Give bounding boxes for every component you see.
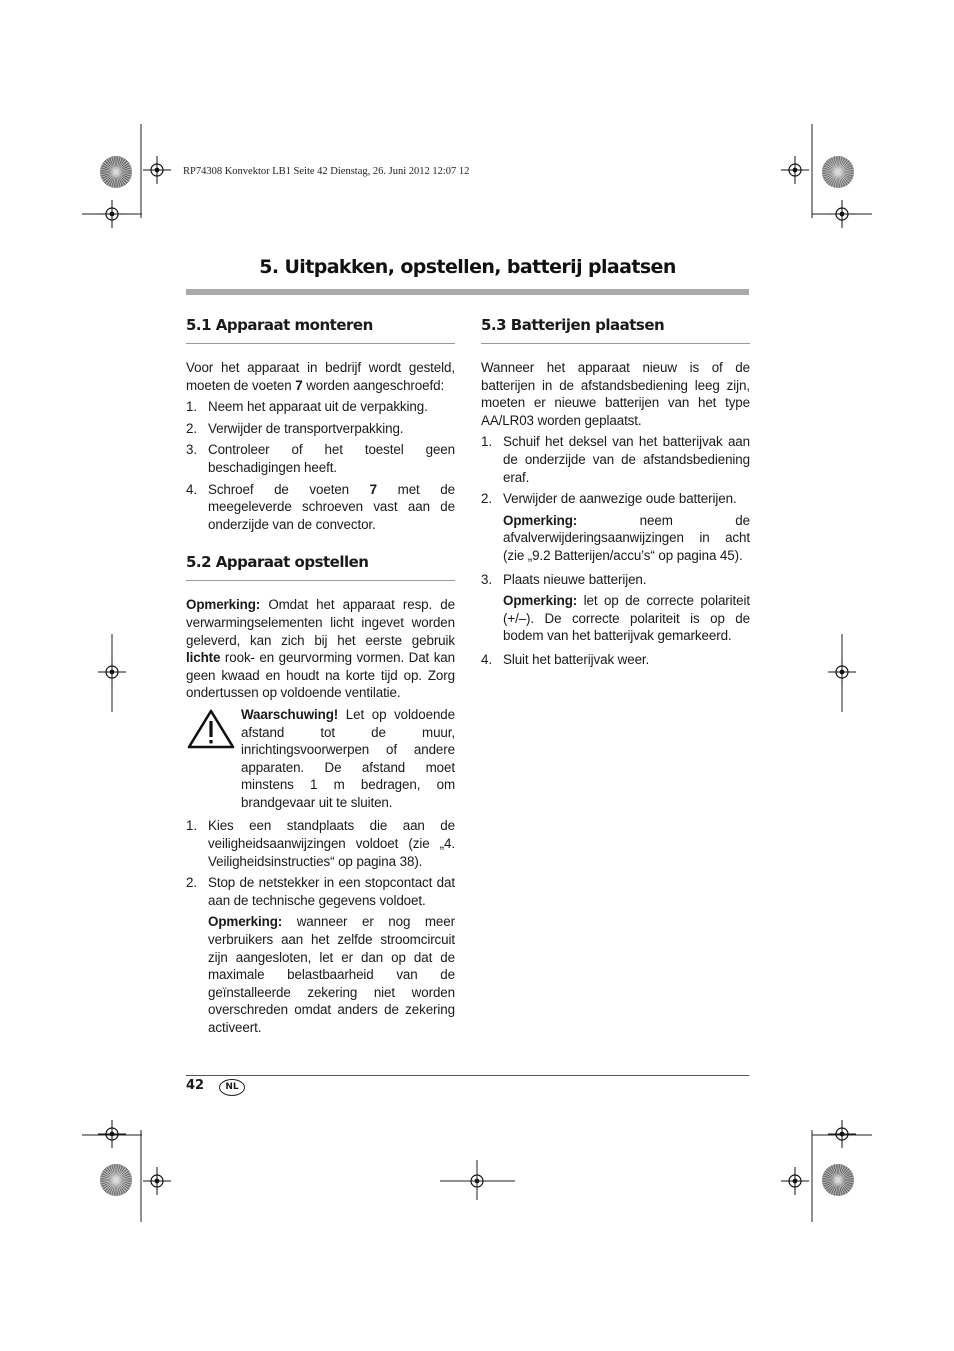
- page-number: 42: [186, 1078, 205, 1093]
- section-heading-5-2: 5.2 Apparaat opstellen: [186, 551, 455, 581]
- footer-rule: [186, 1075, 749, 1076]
- section-3-steps-end: [481, 651, 750, 669]
- right-column: [481, 314, 750, 673]
- section-3-step2-note: Opmerking: neem de afvalverwijderingsaanwijzingen in acht (zie „9.2 Batterijen/accu’s“ op pagina 45).: [503, 512, 750, 563]
- list-item: 1. Kies een standplaats die aan de veiligheidsaanwijzingen voldoet (zie „4. Veiligheidsinstructies“ op pagina 38).: [186, 818, 455, 869]
- section-3-intro: Wanneer het apparaat nieuw is of de batterijen in de afstandsbediening leeg zijn, moeten er nieuwe batterijen van het type AA/LR03 worden geplaatst.: [481, 360, 750, 428]
- registration-mark-icon: [143, 1167, 171, 1195]
- page-title: 5. Uitpakken, opstellen, batterij plaatsen: [259, 256, 676, 278]
- section-heading-5-3: 5.3 Batterijen plaatsen: [481, 314, 750, 344]
- list-item: 3. Controleer of het toestel geen beschadigingen heeft.: [186, 442, 455, 475]
- section-3-steps: [481, 433, 750, 507]
- list-item: 4. Sluit het batterijvak weer.: [481, 651, 650, 667]
- registration-mark-icon: [98, 200, 126, 228]
- registration-mark-icon: [781, 156, 809, 184]
- registration-mark-icon: [98, 658, 126, 686]
- language-badge: NL: [219, 1079, 245, 1096]
- section-heading-5-1: 5.1 Apparaat monteren: [186, 314, 455, 344]
- registration-mark-icon: [828, 658, 856, 686]
- print-header: RP74308 Konvektor LB1 Seite 42 Dienstag, 26. Juni 2012 12:07 12: [183, 166, 470, 177]
- registration-mark-icon: [98, 1120, 126, 1148]
- registration-mark-icon: [463, 1167, 491, 1195]
- registration-mark-icon: [828, 1120, 856, 1148]
- registration-mark-icon: [781, 1167, 809, 1195]
- list-item: 1. Neem het apparaat uit de verpakking.: [186, 399, 428, 415]
- list-item: 3. Plaats nieuwe batterijen.: [481, 571, 647, 587]
- section-3-step3-note: Opmerking: let op de correcte polariteit (+/–). De correcte polariteit is op de bodem van het batterijvak gemarkeerd.: [503, 593, 750, 644]
- section-2-steps: [186, 817, 455, 909]
- section-3-steps-cont: [481, 571, 750, 589]
- list-item: 1. Schuif het deksel van het batterijvak aan de onderzijde van de afstandsbediening eraf.: [481, 434, 750, 485]
- left-column: [186, 314, 455, 1043]
- section-1-intro: Voor het apparaat in bedrijf wordt gesteld, moeten de voeten 7 worden aangeschroefd:: [186, 360, 455, 393]
- list-item: 4. Schroef de voeten 7 met de meegeleverde schroeven vast aan de onderzijde van de convector.: [186, 481, 455, 532]
- section-2-step2-note: Opmerking: wanneer er nog meer verbruikers aan het zelfde stroomcircuit zijn aangesloten, let er dan op dat de maximale belastbaarheid van de geïnstalleerde zekering niet worden overschreden omdat anders de zekering activeert.: [208, 914, 455, 1035]
- list-item: 2. Verwijder de aanwezige oude batterijen.: [481, 491, 737, 507]
- title-rule: [186, 289, 749, 295]
- section-1-steps: [186, 398, 455, 533]
- warning-triangle-icon: [186, 708, 236, 750]
- section-2-note: Opmerking: Omdat het apparaat resp. de verwarmingselementen licht ingevet worden geleverd, kan zich bij het eerste gebruik lichte rook- en geurvorming vormen. Dat kan geen kwaad en houdt na korte tijd op. Zorg ondertussen op voldoende ventilatie.: [186, 597, 455, 701]
- list-item: 2. Stop de netstekker in een stopcontact dat aan de technische gegevens voldoet.: [186, 875, 455, 908]
- registration-mark-icon: [143, 156, 171, 184]
- warning-block: Waarschuwing! Let op voldoende afstand tot de muur, inrichtingsvoorwerpen of andere apparaten. De afstand moet minstens 1 m bedragen, om brandgevaar uit te sluiten.: [186, 706, 455, 812]
- list-item: 2. Verwijder de transportverpakking.: [186, 420, 404, 436]
- registration-mark-icon: [828, 200, 856, 228]
